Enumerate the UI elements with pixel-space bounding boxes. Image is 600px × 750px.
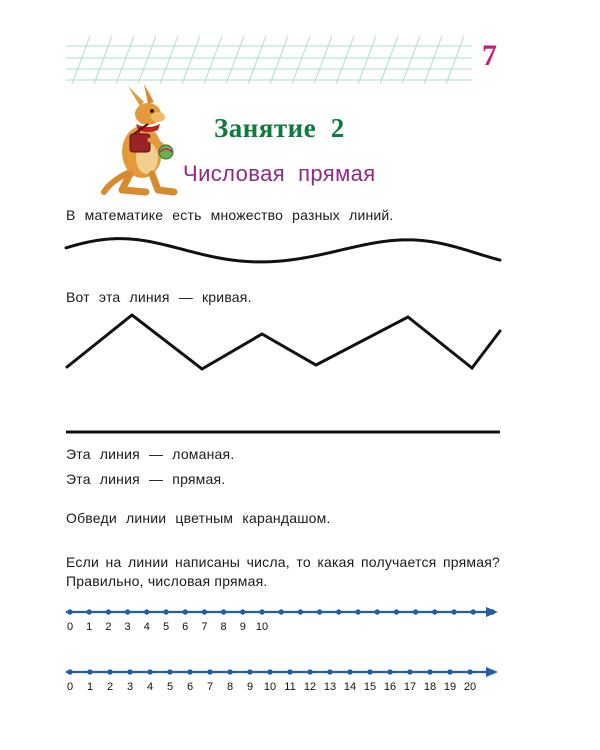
polyline-caption: Эта линия — ломаная. — [66, 446, 235, 462]
instruction-text: Обведи линии цветным карандашом. — [66, 510, 331, 526]
number-line-point — [394, 609, 399, 614]
number-line-point — [125, 609, 130, 614]
number-line-point — [127, 669, 132, 674]
lesson-subtitle: Числовая прямая — [183, 161, 376, 186]
number-line-point — [67, 669, 72, 674]
number-line-label: 16 — [383, 681, 397, 693]
number-line-label: 6 — [186, 681, 194, 693]
number-line-label: 20 — [463, 681, 477, 693]
number-line-point — [467, 669, 472, 674]
number-line-point — [367, 669, 372, 674]
number-line-arrow — [486, 667, 498, 677]
number-line-label: 6 — [182, 621, 189, 633]
number-line-point — [247, 669, 252, 674]
number-line-point — [87, 609, 92, 614]
number-line-point — [240, 609, 245, 614]
number-line-point — [327, 669, 332, 674]
number-line-0-20 — [60, 660, 510, 696]
number-line-point — [355, 609, 360, 614]
number-line-label: 0 — [66, 681, 74, 693]
number-line-point — [259, 609, 264, 614]
number-line-label: 5 — [162, 621, 170, 633]
number-line-point — [183, 609, 188, 614]
straight-caption: Эта линия — прямая. — [66, 471, 226, 487]
number-line-point — [427, 669, 432, 674]
number-line-label: 3 — [126, 681, 134, 693]
number-line-label: 4 — [143, 621, 150, 633]
number-line-label: 8 — [226, 681, 234, 693]
number-line-point — [87, 669, 92, 674]
number-line-point — [67, 609, 72, 614]
header-ruled-lines — [0, 0, 600, 100]
number-line-point — [347, 669, 352, 674]
number-line-point — [207, 669, 212, 674]
number-line-point — [167, 669, 172, 674]
number-line-label: 7 — [201, 621, 208, 633]
number-line-label: 18 — [423, 681, 437, 693]
number-line-point — [267, 669, 272, 674]
number-line-label: 12 — [303, 681, 317, 693]
number-line-label: 0 — [66, 621, 74, 633]
number-line-label: 10 — [263, 681, 277, 693]
number-line-point — [106, 609, 111, 614]
number-line-point — [317, 609, 322, 614]
number-line-point — [227, 669, 232, 674]
number-line-point — [490, 609, 495, 614]
number-line-point — [307, 669, 312, 674]
number-line-point — [147, 669, 152, 674]
number-line-label: 17 — [403, 681, 417, 693]
intro-text: В математике есть множество разных линий. — [66, 207, 394, 223]
number-line-point — [447, 669, 452, 674]
number-line-point — [221, 609, 226, 614]
number-line-label: 13 — [323, 681, 337, 693]
number-line-point — [387, 669, 392, 674]
number-line-label: 15 — [363, 681, 377, 693]
number-line-label: 7 — [206, 681, 214, 693]
number-line-label: 19 — [443, 681, 457, 693]
number-line-label: 8 — [220, 621, 227, 633]
lesson-title: Занятие 2 — [214, 113, 345, 143]
number-line-point — [287, 669, 292, 674]
number-line-label: 2 — [105, 621, 112, 633]
number-line-point — [279, 609, 284, 614]
number-line-point — [432, 609, 437, 614]
number-line-point — [471, 609, 476, 614]
number-line-point — [187, 669, 192, 674]
number-line-point — [202, 609, 207, 614]
kangaroo-icon — [100, 84, 188, 196]
number-line-point — [375, 609, 380, 614]
number-line-point — [107, 669, 112, 674]
question-text: Если на линии написаны числа, то какая получается прямая? Правильно, числовая прямая. — [66, 554, 500, 589]
straight-line — [60, 425, 510, 439]
number-line-label: 11 — [284, 681, 296, 693]
number-line-point — [163, 609, 168, 614]
number-line-label: 3 — [124, 621, 131, 633]
polyline — [60, 306, 510, 382]
number-line-point — [298, 609, 303, 614]
number-line-point — [144, 609, 149, 614]
number-line-point — [413, 609, 418, 614]
number-line-label: 9 — [239, 621, 246, 633]
number-line-label: 9 — [246, 681, 254, 693]
number-line-label: 14 — [343, 681, 357, 693]
page-number: 7 — [482, 39, 497, 72]
number-line-label: 10 — [255, 621, 269, 633]
number-line-point — [451, 609, 456, 614]
number-line-label: 2 — [106, 681, 114, 693]
number-line-0-10 — [60, 600, 510, 636]
curved-line — [60, 228, 510, 278]
curve-caption: Вот эта линия — кривая. — [66, 289, 252, 305]
number-line-label: 1 — [86, 621, 93, 633]
number-line-point — [336, 609, 341, 614]
number-line-label: 4 — [146, 681, 154, 693]
number-line-point — [407, 669, 412, 674]
number-line-label: 1 — [86, 681, 94, 693]
number-line-label: 5 — [166, 681, 174, 693]
